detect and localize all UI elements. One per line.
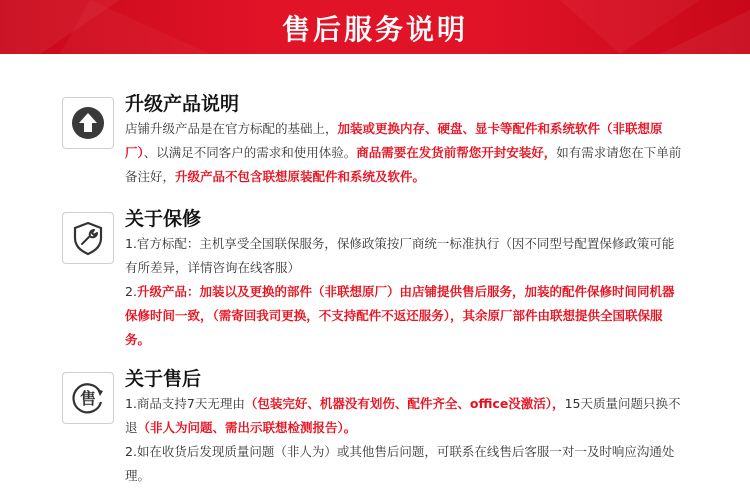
aftersales-item-1-highlight: （包装完好、机器没有划伤、配件齐全、office没激活）， [244, 396, 565, 411]
upgrade-text-2: 、以满足不同客户的需求和使用体验。 [143, 145, 357, 160]
aftersales-icon-box [62, 372, 114, 424]
warranty-item-2 [125, 280, 685, 352]
upgrade-highlight-2: 商品需要在发货前帮您开封安装好， [356, 145, 557, 160]
upgrade-highlight-3: 升级产品不包含联想原装配件和系统及软件。 [175, 169, 426, 184]
warranty-item-2-number: 2. [125, 284, 137, 299]
warranty-item-2-highlight: 升级产品：加装以及更换的部件（非联想原厂）由店铺提供售后服务，加装的配件保修时间同机器保修时间一致，（需寄回我司更换，不支持配件不返还服务），其余原厂部件由联想提供全国联保服务。 [125, 284, 675, 347]
aftersales-item-1-text-2: 15天质量问题只换不退 [125, 396, 681, 435]
shield-wrench-icon [70, 220, 106, 256]
aftersales-item-2: 2.如在收货后发现质量问题（非人为）或其他售后问题，可联系在线售后客服一对一及时响应沟通处理。 [125, 444, 675, 483]
header-banner [0, 0, 750, 54]
warranty-icon-box [62, 212, 114, 264]
page-title: 售后服务说明 [281, 13, 468, 46]
upgrade-description [125, 117, 685, 189]
section-title-aftersales: 关于售后 [125, 368, 202, 390]
section-title-upgrade: 升级产品说明 [125, 93, 240, 115]
aftersales-item-1-text: 1.商品支持7天无理由 [125, 396, 245, 411]
upgrade-icon-box [62, 97, 114, 149]
sale-badge-icon [70, 380, 106, 416]
upgrade-text-1: 店铺升级产品是在官方标配的基础上， [125, 121, 338, 136]
upgrade-highlight-1: 加装或更换内存、硬盘、显卡等配件和系统软件（非联想原厂） [125, 121, 663, 160]
warranty-item-1: 1.官方标配：主机享受全国联保服务，保修政策按厂商统一标准执行（因不同型号配置保修政策可能有所差异，详情咨询在线客服） [125, 236, 675, 275]
aftersales-item-1-highlight-2: （非人为问题、需出示联想检测报告）。 [137, 420, 357, 435]
upgrade-text-3: 如有需求请您在下单前备注好， [125, 145, 682, 184]
section-title-warranty: 关于保修 [125, 208, 202, 230]
aftersales-item-1 [125, 392, 685, 440]
sale-badge-char: 售 [79, 389, 97, 408]
upload-arrow-icon [71, 106, 105, 140]
